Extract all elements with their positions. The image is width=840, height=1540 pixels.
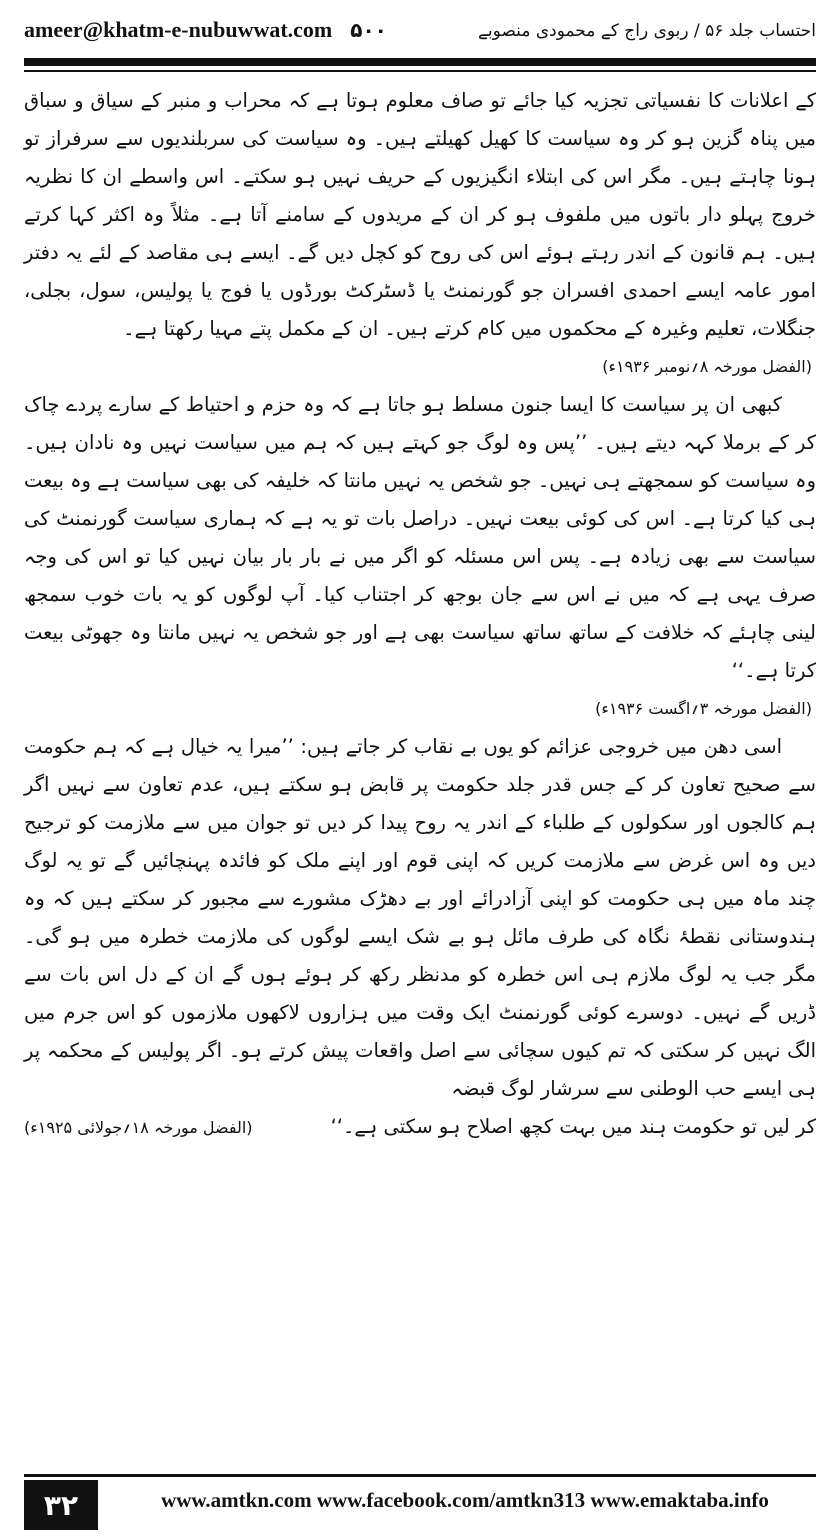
- page-footer: [24, 1474, 816, 1532]
- paragraph-3-end: کر لیں تو حکومت ہند میں بہت کچھ اصلاح ہو سکتی ہے۔‘‘: [330, 1115, 816, 1138]
- header-left: [24, 17, 387, 43]
- running-title: احتساب جلد ۵۶ / ربوی راج کے محمودی منصوبے: [477, 20, 816, 41]
- header-rule-thick: [24, 58, 816, 66]
- paragraph-3-last-line: [24, 1108, 816, 1147]
- footer-links[interactable]: www.amtkn.com www.facebook.com/amtkn313 www.emaktaba.info: [161, 1488, 769, 1512]
- header-page-number: ۵۰۰: [350, 18, 387, 42]
- footer-page-number: ۳۲: [24, 1480, 98, 1530]
- footer-rule: [24, 1474, 816, 1477]
- paragraph-3: اسی دھن میں خروجی عزائم کو یوں بے نقاب کر جاتے ہیں: ’’میرا یہ خیال ہے کہ ہم حکومت سے صحیح تعاون کر کے جس قدر جلد حکومت پر قابض ہو سکتے ہیں، عدم تعاون سے نہیں اگر ہم کالجوں اور سکولوں کے طلباء کے اندر یہ روح پیدا کر دیں تو جوان میں سے ملازمت کو ترجیح دیں وہ اس غرض سے ملازمت کریں کہ اپنی قوم اور اپنے ملک کو فائدہ پہنچائیں گے تو یہ لوگ چند ماہ میں ہی حکومت کو اپنی آزادرائے اور بے دھڑک مشورے سے مجبور کر سکتے ہیں کہ وہ ہندوستانی نقطۂ نگاہ کی طرف مائل ہو بے شک ایسے لوگوں کی ملازمت خطرہ میں ہو گی۔ مگر جب یہ لوگ ملازم ہی اس خطرہ کو مدنظر رکھ کر ہوئے ہوں گے ان کے دل اس بات سے ڈریں گے نہیں۔ دوسرے کوئی گورنمنٹ ایک وقت میں ہزاروں لاکھوں ملازموں کو اس جرم میں الگ نہیں کر سکتی کہ تم کیوں سچائی سے اصل واقعات پیش کرتے ہو۔ اگر پولیس کے محکمہ پر ہی ایسے حب الوطنی سے سرشار لوگ قبضہ: [24, 735, 816, 1100]
- header-rule-thin: [24, 70, 816, 72]
- paragraph-2: کبھی ان پر سیاست کا ایسا جنون مسلط ہو جاتا ہے کہ وہ حزم و احتیاط کے سارے پردے چاک کر کے برملا کہہ دیتے ہیں۔ ’’پس وہ لوگ جو کہتے ہیں کہ ہم میں سیاست نہیں وہ نادان ہیں۔ وہ سیاست کو سمجھتے ہی نہیں۔ جو شخص یہ نہیں مانتا کہ خلیفہ کی بھی سیاست ہے وہ بیعت ہی کیا کرتا ہے۔ اس کی کوئی بیعت نہیں۔ دراصل بات تو یہ ہے کہ ہماری سیاست گورنمنٹ کی سیاست سے بھی زیادہ ہے۔ پس اس مسئلہ کو اگر میں نے بار بار بیان نہیں کیا تو اس کی وجہ صرف یہی ہے کہ میں نے اس سے جان بوجھ کر اجتناب کیا۔ آپ لوگوں کو یہ بات خوب سمجھ لینی چاہئے کہ خلافت کے ساتھ ساتھ سیاست بھی ہے اور جو شخص یہ نہیں مانتا وہ جھوٹی بیعت کرتا ہے۔‘‘: [24, 393, 816, 682]
- citation-3: (الفضل مورخہ ۱۸؍جولائی ۱۹۲۵ء): [24, 1118, 253, 1137]
- paragraph-1: کے اعلانات کا نفسیاتی تجزیہ کیا جائے تو صاف معلوم ہوتا ہے کہ محراب و منبر کے سیاق و سباق میں پناہ گزین ہو کر وہ سیاست کا کھیل کھیلتے ہیں۔ وہ سیاست کی سربلندیوں سے سرفراز تو ہونا چاہتے ہیں۔ مگر اس کی ابتلاء انگیزیوں کے حریف نہیں ہو سکتے۔ اس واسطے ان کا نظریہ خروج پہلو دار باتوں میں ملفوف ہو کر ان کے مریدوں کے سامنے آتا ہے۔ مثلاً وہ اکثر کہا کرتے ہیں۔ ہم قانون کے اندر رہتے ہوئے اس کی روح کو کچل دیں گے۔ ایسے ہی مقاصد کے لئے یہ دفتر امور عامہ ایسے احمدی افسران جو گورنمنٹ یا ڈسٹرکٹ بورڈوں یا فوج یا پولیس، سول، بجلی، جنگلات، تعلیم وغیرہ کے محکموں میں کام کرتے ہیں۔ ان کے مکمل پتے مہیا رکھتا ہے۔: [24, 89, 816, 340]
- page-body: [24, 82, 816, 1454]
- citation-2: (الفضل مورخہ ۳؍اگست ۱۹۳۶ء): [595, 699, 812, 718]
- page-header: [24, 10, 816, 50]
- header-email[interactable]: ameer@khatm-e-nubuwwat.com: [24, 17, 333, 42]
- citation-1: (الفضل مورخہ ۸؍نومبر ۱۹۳۶ء): [602, 357, 812, 376]
